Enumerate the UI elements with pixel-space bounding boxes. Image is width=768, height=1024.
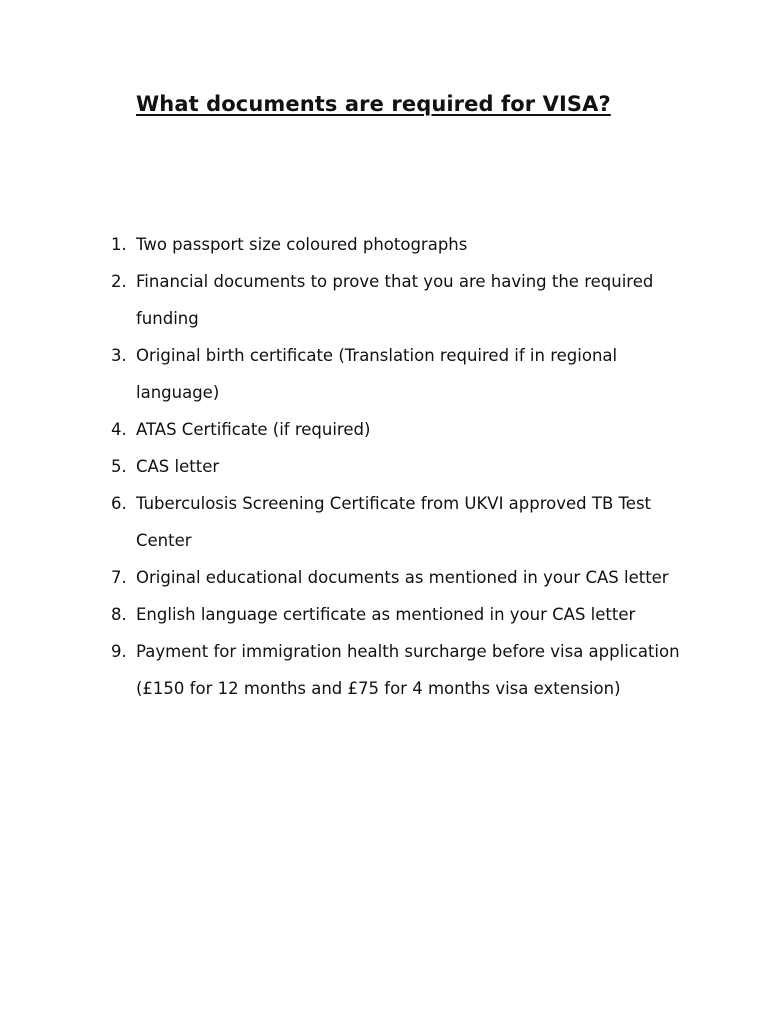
list-item — [0, 337, 768, 411]
list-item-number: 3. — [111, 346, 127, 365]
list-item-text: Payment for immigration health surcharge before visa application (£150 for 12 months and £75 for 4 months visa extension) — [136, 642, 680, 698]
list-item-number: 1. — [111, 235, 127, 254]
list-item-number: 6. — [111, 494, 127, 513]
list-item-text: Two passport size coloured photographs — [136, 235, 468, 254]
list-item — [0, 633, 768, 707]
list-item-text: ATAS Certificate (if required) — [136, 420, 371, 439]
list-item-text: CAS letter — [136, 457, 220, 476]
list-item-number: 9. — [111, 642, 127, 661]
list-item — [0, 448, 768, 485]
list-item-number: 2. — [111, 272, 127, 291]
page-title: What documents are required for VISA? — [136, 92, 611, 116]
list-item-text: Financial documents to prove that you are having the required funding — [136, 272, 654, 328]
list-item-number: 5. — [111, 457, 127, 476]
list-item — [0, 596, 768, 633]
list-item-number: 4. — [111, 420, 127, 439]
list-item-number: 8. — [111, 605, 127, 624]
list-item-text: Tuberculosis Screening Certificate from UKVI approved TB Test Center — [136, 494, 652, 550]
required-documents-list — [0, 226, 768, 707]
list-item — [0, 263, 768, 337]
list-item — [0, 559, 768, 596]
list-item-number: 7. — [111, 568, 127, 587]
list-item — [0, 411, 768, 448]
list-item — [0, 226, 768, 263]
list-item-text: Original educational documents as mentioned in your CAS letter — [136, 568, 669, 587]
list-item — [0, 485, 768, 559]
list-item-text: English language certificate as mentioned in your CAS letter — [136, 605, 636, 624]
list-item-text: Original birth certificate (Translation required if in regional language) — [136, 346, 618, 402]
